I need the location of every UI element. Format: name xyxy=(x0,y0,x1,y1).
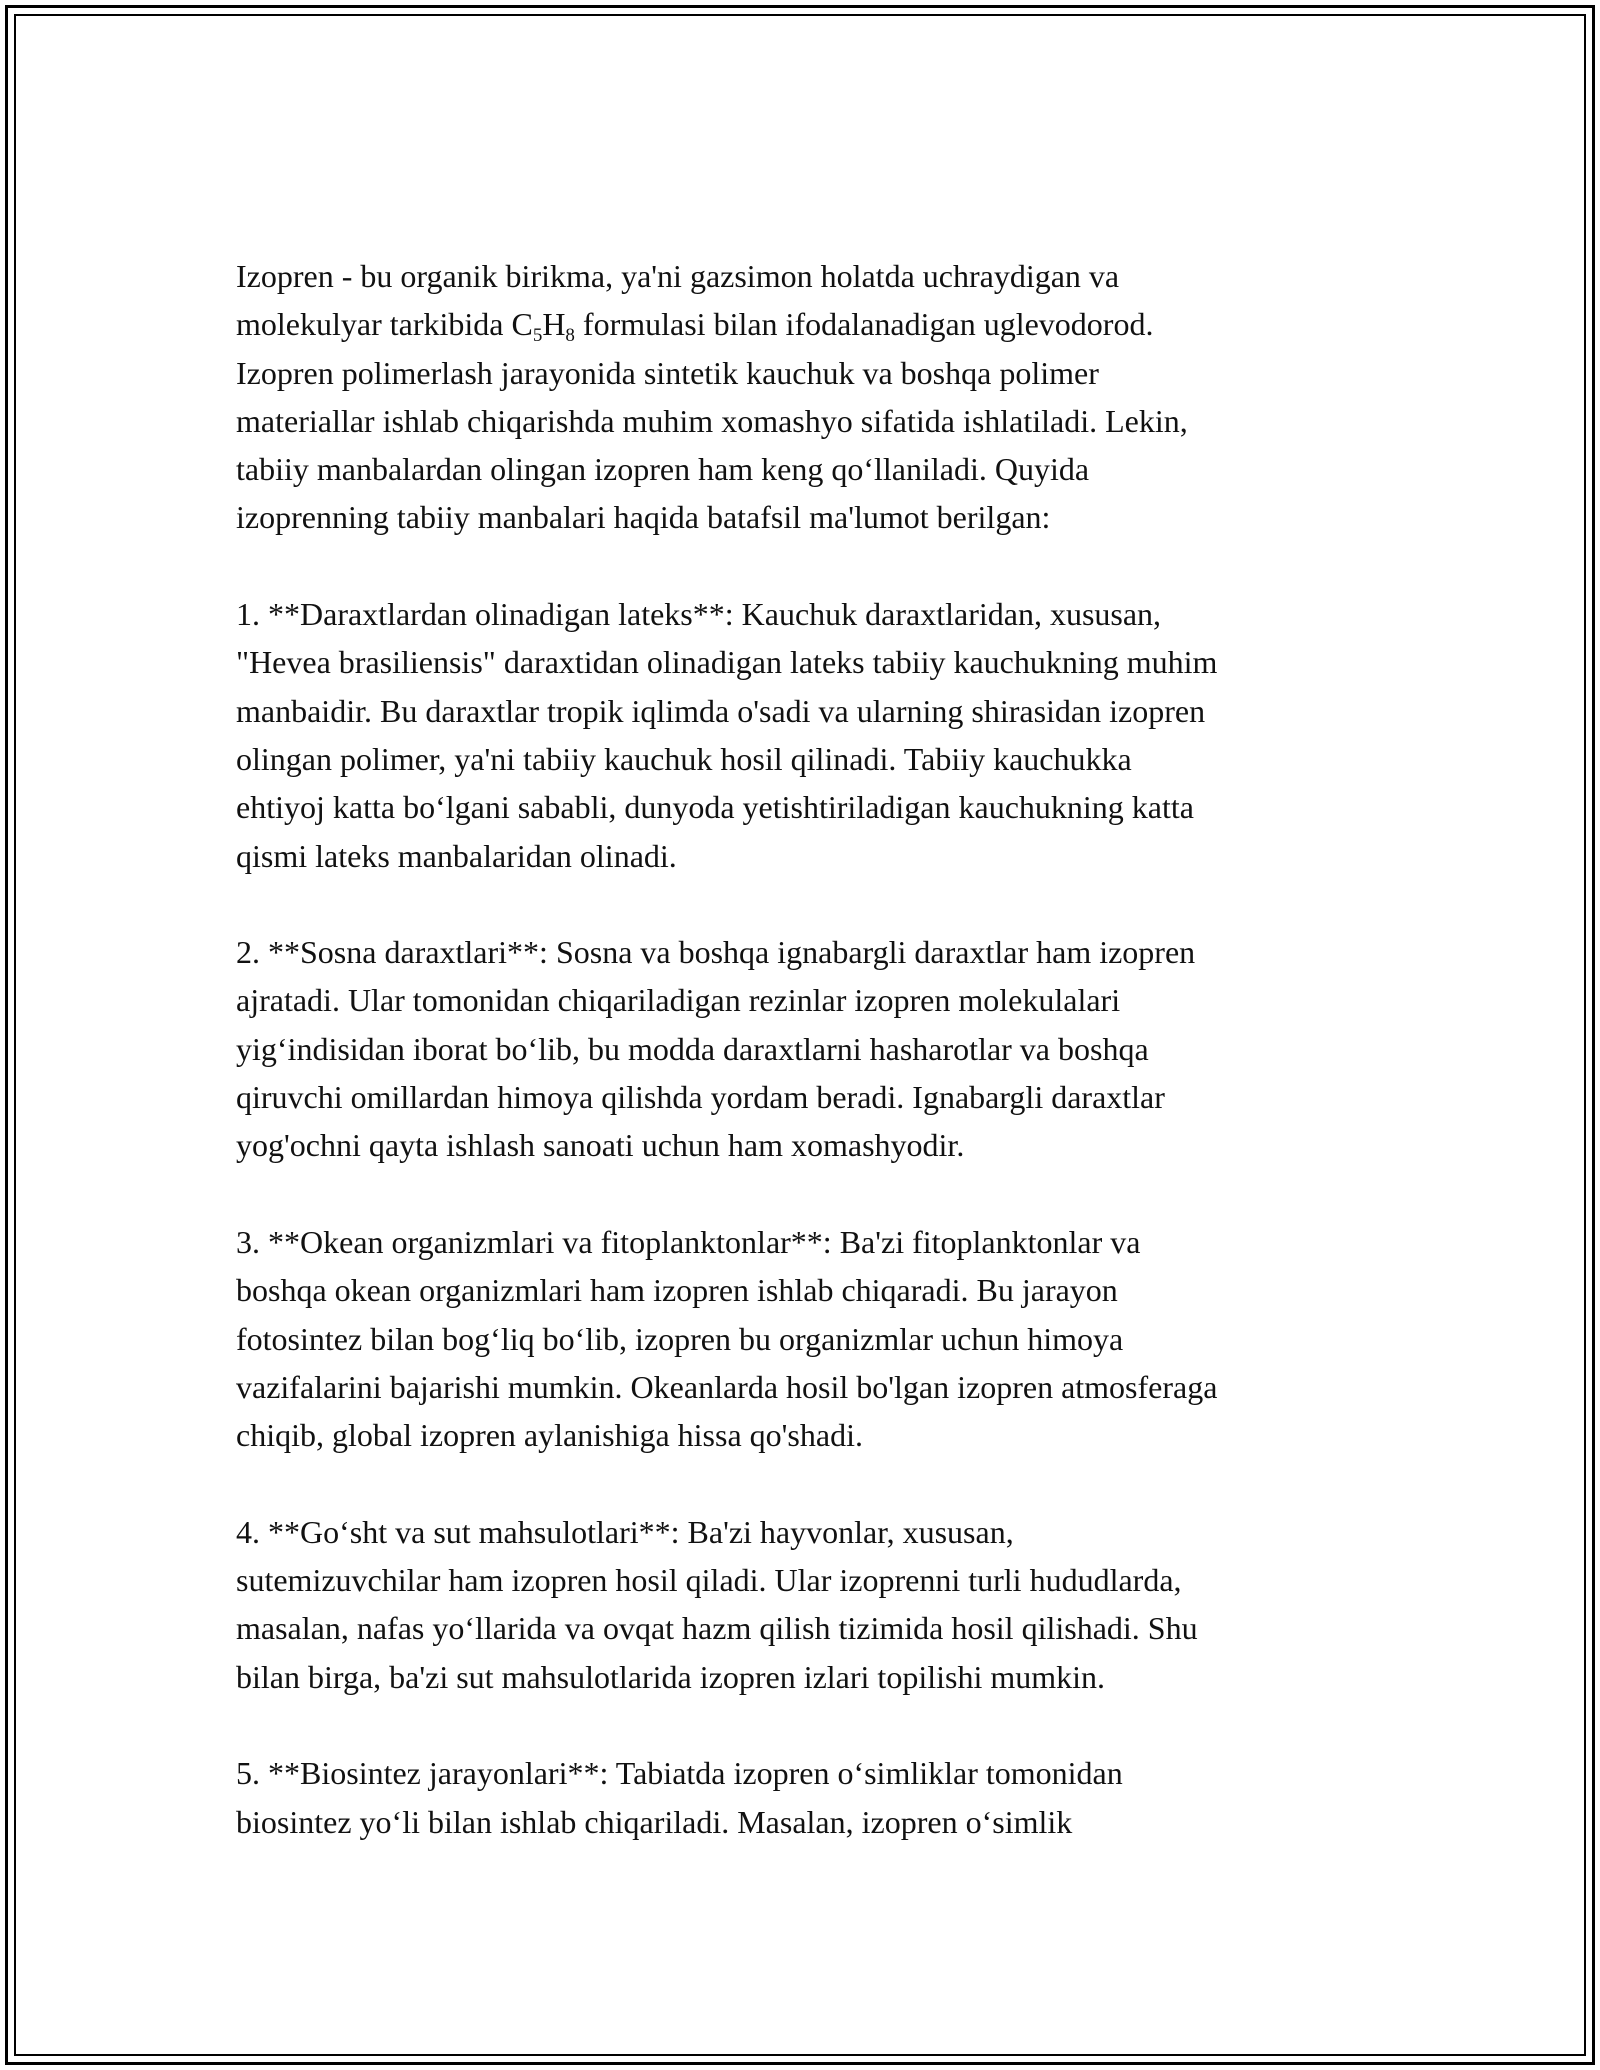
list-paragraph-2 xyxy=(236,928,1386,1169)
paragraph-line: 4. **Go‘sht va sut mahsulotlari**: Ba'zi hayvonlar, xususan, xyxy=(236,1513,1014,1550)
paragraph-line: vazifalarini bajarishi mumkin. Okeanlarda hosil bo'lgan izopren atmosferaga xyxy=(236,1368,1218,1405)
intro-line-5: tabiiy manbalardan olingan izopren ham keng qo‘llaniladi. Quyida xyxy=(236,451,1090,488)
paragraph-line: 5. **Biosintez jarayonlari**: Tabiatda izopren o‘simliklar tomonidan xyxy=(236,1755,1123,1792)
paragraph-line: yig‘indisidan iborat bo‘lib, bu modda daraxtlarni hasharotlar va boshqa xyxy=(236,1030,1149,1067)
intro-line-1: Izopren - bu organik birikma, ya'ni gazsimon holatda uchraydigan va xyxy=(236,258,1120,294)
paragraph-line: bilan birga, ba'zi sut mahsulotlarida izopren izlari topilishi mumkin. xyxy=(236,1658,1105,1695)
paragraph-line: biosintez yo‘li bilan ishlab chiqariladi. Masalan, izopren o‘simlik xyxy=(236,1803,1073,1840)
paragraph-line: 2. **Sosna daraxtlari**: Sosna va boshqa ignabargli daraxtlar ham izopren xyxy=(236,934,1196,971)
subscript-8: 8 xyxy=(565,325,575,347)
paragraph-line: 1. **Daraxtlardan olinadigan lateks**: Kauchuk daraxtlaridan, xususan, xyxy=(236,596,1162,633)
intro-line-2-h: H xyxy=(542,306,566,343)
paragraph-line: "Hevea brasiliensis" daraxtidan olinadigan lateks tabiiy kauchukning muhim xyxy=(236,644,1218,681)
document-body xyxy=(236,252,1386,1894)
intro-line-2 xyxy=(236,300,1386,348)
paragraph-line: 3. **Okean organizmlari va fitoplanktonlar**: Ba'zi fitoplanktonlar va xyxy=(236,1223,1141,1260)
list-paragraph-4 xyxy=(236,1508,1386,1701)
paragraph-line: ajratadi. Ular tomonidan chiqariladigan rezinlar izopren molekulalari xyxy=(236,982,1121,1019)
paragraph-line: qiruvchi omillardan himoya qilishda yordam beradi. Ignabargli daraxtlar xyxy=(236,1079,1165,1116)
subscript-5: 5 xyxy=(532,325,543,347)
paragraph-line: chiqib, global izopren aylanishiga hissa qo'shadi. xyxy=(236,1417,863,1454)
paragraph-line: manbaidir. Bu daraxtlar tropik iqlimda o'sadi va ularning shirasidan izopren xyxy=(236,692,1206,729)
intro-paragraph xyxy=(236,252,1386,542)
paragraph-line: boshqa okean organizmlari ham izopren ishlab chiqaradi. Bu jarayon xyxy=(236,1272,1118,1309)
paragraph-line: yog'ochni qayta ishlash sanoati uchun ham xomashyodir. xyxy=(236,1127,965,1164)
intro-line-3: Izopren polimerlash jarayonida sintetik kauchuk va boshqa polimer xyxy=(236,354,1099,391)
list-paragraph-1 xyxy=(236,590,1386,880)
paragraph-line: qismi lateks manbalaridan olinadi. xyxy=(236,837,677,874)
paragraph-line: ehtiyoj katta bo‘lgani sababli, dunyoda yetishtiriladigan kauchukning katta xyxy=(236,789,1194,826)
paragraph-line: olingan polimer, ya'ni tabiiy kauchuk hosil qilinadi. Tabiiy kauchukka xyxy=(236,740,1132,777)
paragraph-line: masalan, nafas yo‘llarida va ovqat hazm qilish tizimida hosil qilishadi. Shu xyxy=(236,1610,1198,1647)
intro-line-2-start: molekulyar tarkibida C xyxy=(236,306,533,343)
list-paragraph-3 xyxy=(236,1218,1386,1459)
list-paragraph-5 xyxy=(236,1749,1386,1846)
intro-line-6: izoprenning tabiiy manbalari haqida batafsil ma'lumot berilgan: xyxy=(236,499,1051,536)
paragraph-line: fotosintez bilan bog‘liq bo‘lib, izopren bu organizmlar uchun himoya xyxy=(236,1320,1124,1357)
intro-line-2-end: formulasi bilan ifodalanadigan uglevodorod. xyxy=(574,306,1154,343)
paragraph-line: sutemizuvchilar ham izopren hosil qiladi. Ular izoprenni turli hududlarda, xyxy=(236,1562,1182,1599)
intro-line-4: materiallar ishlab chiqarishda muhim xomashyo sifatida ishlatiladi. Lekin, xyxy=(236,402,1188,439)
